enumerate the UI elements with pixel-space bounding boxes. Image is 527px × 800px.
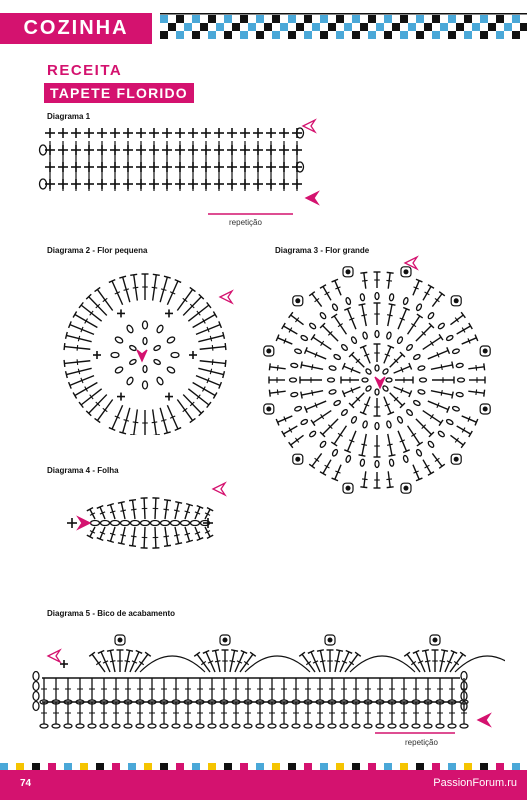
- diagram-2-label: Diagrama 2 - Flor pequena: [47, 246, 148, 255]
- diagram-1-label: Diagrama 1: [47, 112, 91, 121]
- page-number: 74: [20, 778, 32, 789]
- recipe-title: TAPETE FLORIDO: [44, 83, 194, 103]
- header-checker-pattern: [160, 13, 527, 41]
- diagram-1-repeat-label: repetição: [229, 218, 262, 227]
- diagram-3-label: Diagrama 3 - Flor grande: [275, 246, 370, 255]
- footer-checker-pattern: [0, 763, 527, 770]
- diagram-5-chart: [30, 620, 505, 740]
- footer-site: PassionForum.ru: [433, 777, 517, 789]
- diagram-4-label: Diagrama 4 - Folha: [47, 466, 119, 475]
- diagram-4-chart: [50, 475, 240, 575]
- diagram-5-label: Diagrama 5 - Bico de acabamento: [47, 609, 176, 618]
- section-tab: COZINHA: [0, 13, 152, 44]
- recipe-label: RECEITA: [47, 62, 123, 79]
- diagram-1-chart: [38, 118, 328, 218]
- diagram-2-chart: [45, 255, 250, 435]
- diagram-5-repeat-label: repetição: [405, 738, 438, 747]
- diagram-3-chart: [255, 255, 500, 510]
